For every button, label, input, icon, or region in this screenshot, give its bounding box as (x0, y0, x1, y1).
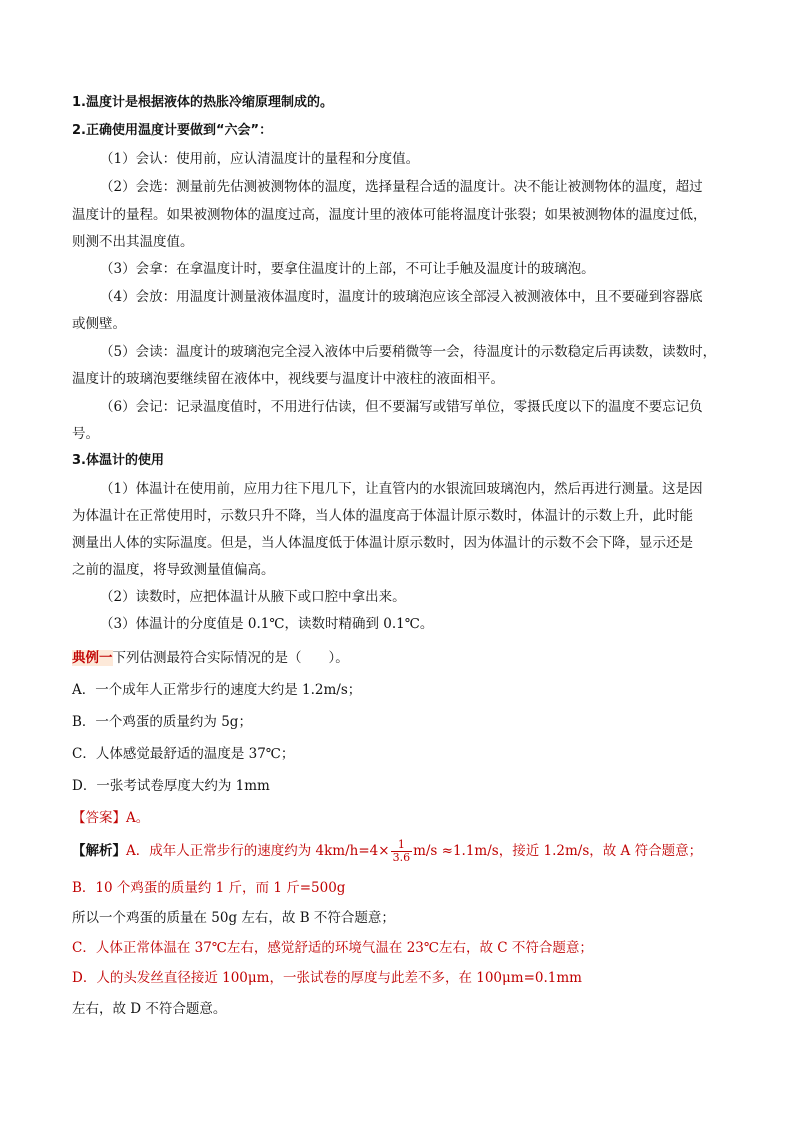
answer-tag: 【答案】 (72, 810, 126, 826)
thermometer-1-line-2: 为体温计在正常使用时，示数只升不降，当人体的温度高于体温计原示数时，体温计的示数上升，此时能 (72, 508, 693, 524)
analysis-a-part-2: m/s ≈1.1m/s，接近 1.2m/s，故 A 符合题意； (413, 843, 703, 859)
option-d: D．一张考试卷厚度大约为 1mm (72, 778, 270, 794)
answer-value: A。 (126, 810, 150, 826)
section-2-heading: 2.正确使用温度计要做到“六会”： (72, 123, 273, 138)
fraction-denominator: 3.6 (392, 851, 411, 864)
thermometer-1-line-3: 测量出人体的实际温度。但是，当人体温度低于体温计原示数时，因为体温计的示数不会下降，显示还是 (72, 535, 693, 551)
thermometer-2: （2）读数时，应把体温计从腋下或口腔中拿出来。 (100, 589, 406, 605)
analysis-a (72, 838, 722, 864)
rule-6-line-1: （6）会记：记录温度值时，不用进行估读，但不要漏写或错写单位，零摄氏度以下的温度不要忘记负 (100, 399, 703, 415)
option-b: B．一个鸡蛋的质量约为 5g； (72, 714, 252, 730)
rule-6-line-2: 号。 (72, 426, 99, 442)
option-c: C．人体感觉最舒适的温度是 37℃； (72, 746, 295, 762)
thermometer-3: （3）体温计的分度值是 0.1℃，读数时精确到 0.1℃。 (100, 616, 434, 632)
analysis-d-line-2: 左右，故 D 不符合题意。 (72, 1001, 227, 1017)
analysis-d-line-1: D．人的头发丝直径接近 100μm，一张试卷的厚度与此差不多，在 100μm=0.1mm (72, 970, 582, 986)
analysis-b-line-2: 所以一个鸡蛋的质量在 50g 左右，故 B 不符合题意； (72, 910, 395, 926)
rule-2-line-2: 温度计的量程。如果被测物体的温度过高，温度计里的液体可能将温度计张裂；如果被测物体的温度过低， (72, 207, 707, 223)
rule-5-line-2: 温度计的玻璃泡要继续留在液体中，视线要与温度计中液柱的液面相平。 (72, 371, 504, 387)
rule-3: （3）会拿：在拿温度计时，要拿住温度计的上部，不可让手触及温度计的玻璃泡。 (100, 261, 595, 277)
rule-2-line-3: 则测不出其温度值。 (72, 234, 194, 250)
section-3-heading: 3.体温计的使用 (72, 453, 164, 468)
fraction-numerator: 1 (391, 839, 413, 852)
example-question (72, 649, 722, 667)
example-question-text: 下列估测最符合实际情况的是（ ）。 (112, 650, 349, 666)
section-1-heading: 1.温度计是根据液体的热胀冷缩原理制成的。 (72, 95, 333, 110)
option-a: A．一个成年人正常步行的速度大约是 1.2m/s； (72, 682, 362, 698)
thermometer-1-line-1: （1）体温计在使用前，应用力往下甩几下，让直管内的水银流回玻璃泡内，然后再进行测量。这是因 (100, 481, 703, 497)
analysis-tag: 【解析】 (72, 843, 126, 859)
rule-2-line-1: （2）会选：测量前先估测被测物体的温度，选择量程合适的温度计。决不能让被测物体的温度，超过 (100, 179, 703, 195)
answer (72, 809, 722, 827)
rule-1: （1）会认：使用前，应认清温度计的量程和分度值。 (100, 151, 420, 167)
analysis-c: C．人体正常体温在 37℃左右，感觉舒适的环境气温在 23℃左右，故 C 不符合题意； (72, 940, 593, 956)
fraction (391, 839, 413, 864)
rule-5-line-1: （5）会读：温度计的玻璃泡完全浸入液体中后要稍微等一会，待温度计的示数稳定后再读数，读数时， (100, 344, 717, 360)
rule-4-line-2: 或侧壁。 (72, 316, 126, 332)
rule-4-line-1: （4）会放：用温度计测量液体温度时，温度计的玻璃泡应该全部浸入被测液体中，且不要碰到容器底 (100, 289, 703, 305)
thermometer-1-line-4: 之前的温度，将导致测量值偏高。 (72, 562, 275, 578)
example-tag: 典例一 (72, 650, 113, 666)
analysis-a-part-1: A．成年人正常步行的速度约为 4km/h=4× (126, 843, 390, 859)
analysis-b-line-1: B．10 个鸡蛋的质量约 1 斤，而 1 斤=500g (72, 880, 346, 896)
